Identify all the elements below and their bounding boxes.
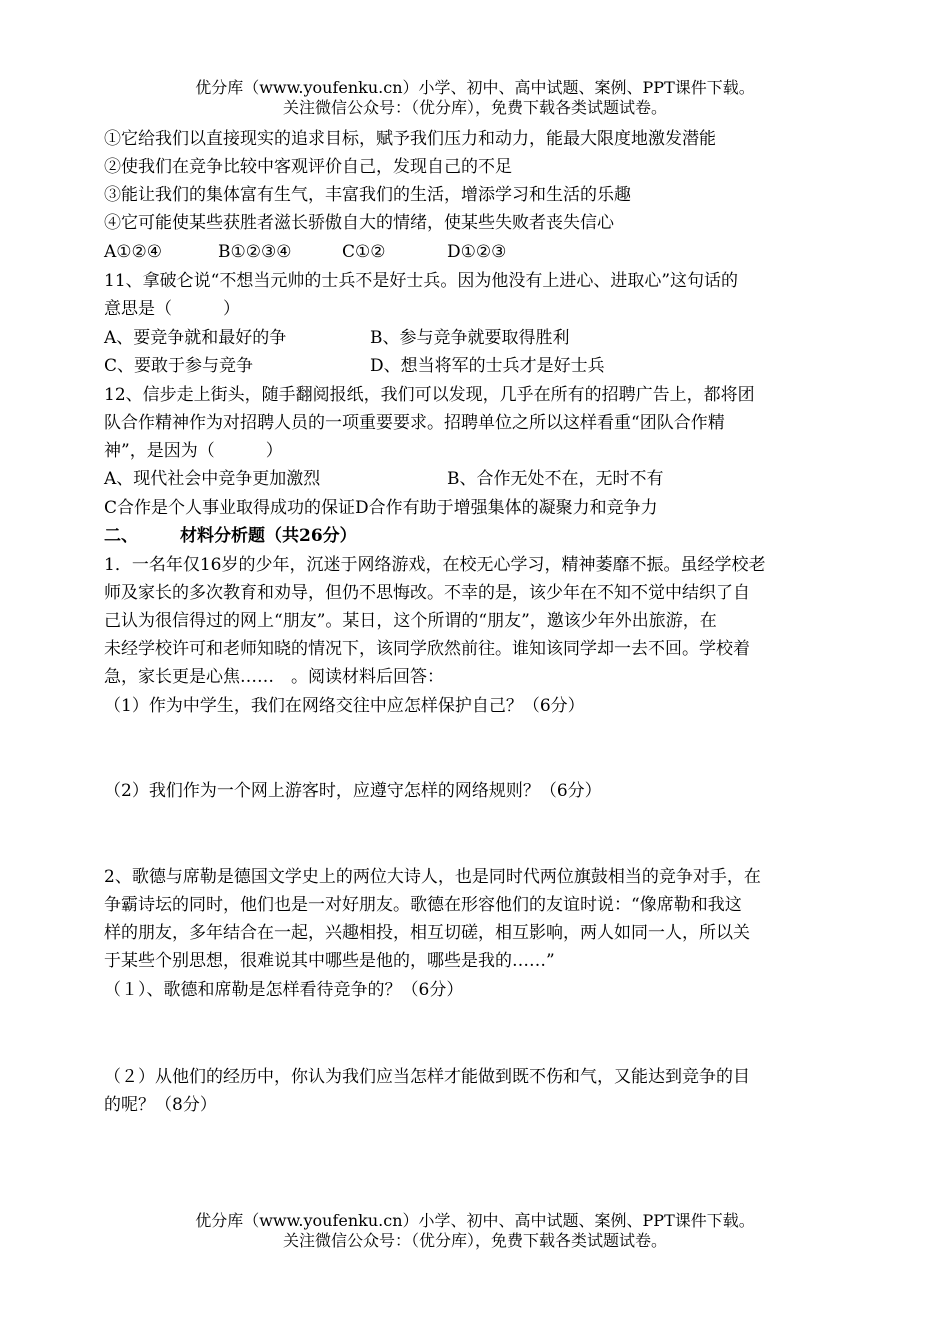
q12-option-a: A、现代社会中竞争更加激烈 — [104, 469, 321, 489]
material1-question-2: （2）我们作为一个网上游客时，应遵守怎样的网络规则？（6分） — [104, 781, 602, 801]
q12-stem-line-3: 神”，是因为（ ） — [104, 441, 283, 461]
q10-option-b: B①②③④ — [218, 242, 292, 262]
q11-option-a: A、要竞争就和最好的争 — [104, 328, 287, 348]
header-line-2: 关注微信公众号：（优分库），免费下载各类试题试卷。 — [282, 98, 667, 117]
q11-option-b: B、参与竞争就要取得胜利 — [370, 328, 570, 348]
q12-option-b: B、合作无处不在，无时不有 — [447, 469, 664, 489]
q11-stem-line-2: 意思是（ ） — [104, 299, 240, 319]
material2-line-2: 争霸诗坛的同时，他们也是一对好朋友。歌德在形容他们的友谊时说：“像席勒和我这 — [104, 895, 742, 915]
q10-option-c: C①② — [342, 242, 386, 262]
material2-question-2-line-1: （２）从他们的经历中，你认为我们应当怎样才能做到既不伤和气，又能达到竞争的目 — [104, 1067, 750, 1087]
material1-line-3: 己认为很信得过的网上“朋友”。某日，这个所谓的“朋友”，邀该少年外出旅游，在 — [104, 611, 717, 631]
material1-line-2: 师及家长的多次教育和劝导，但仍不思悔改。不幸的是，该少年在不知不觉中结织了自 — [104, 583, 750, 603]
material1-line-5: 急，家长更是心焦…… 。阅读材料后回答： — [104, 667, 444, 687]
section-number: 二、 — [104, 526, 138, 546]
q10-option-a: A①②④ — [104, 242, 162, 262]
q10-statement-4: ④它可能使某些获胜者滋长骄傲自大的情绪，使某些失败者丧失信心 — [104, 213, 614, 233]
material2-line-1: 2、歌德与席勒是德国文学史上的两位大诗人，也是同时代两位旗鼓相当的竞争对手，在 — [104, 867, 761, 887]
q10-statement-1: ①它给我们以直接现实的追求目标，赋予我们压力和动力，能最大限度地激发潜能 — [104, 129, 716, 149]
material2-line-3: 样的朋友，多年结合在一起，兴趣相投，相互切磋，相互影响，两人如同一人，所以关 — [104, 923, 750, 943]
material1-line-1: 1．一名年仅16岁的少年，沉迷于网络游戏，在校无心学习，精神萎靡不振。虽经学校老 — [104, 555, 766, 575]
header-line-1: 优分库（www.youfenku.cn）小学、初中、高中试题、案例、PPT课件下载。 — [195, 78, 755, 97]
material2-line-4: 于某些个别思想，很难说其中哪些是他的，哪些是我的……” — [104, 951, 555, 971]
q10-statement-3: ③能让我们的集体富有生气，丰富我们的生活，增添学习和生活的乐趣 — [104, 185, 631, 205]
q11-option-c: C、要敢于参与竞争 — [104, 356, 254, 376]
q10-statement-2: ②使我们在竞争比较中客观评价自己，发现自己的不足 — [104, 157, 512, 177]
q12-stem-line-1: 12、信步走上街头，随手翻阅报纸，我们可以发现，几乎在所有的招聘广告上，都将团 — [104, 385, 755, 405]
q11-stem-line-1: 11、拿破仑说“不想当元帅的士兵不是好士兵。因为他没有上进心、进取心”这句话的 — [104, 271, 739, 291]
material1-question-1: （1）作为中学生，我们在网络交往中应怎样保护自己？（6分） — [104, 696, 585, 716]
material2-question-1: （１）、歌德和席勒是怎样看待竞争的？（6分） — [104, 980, 464, 1000]
footer-line-1: 优分库（www.youfenku.cn）小学、初中、高中试题、案例、PPT课件下载。 — [195, 1211, 755, 1230]
q10-option-d: D①②③ — [447, 242, 507, 262]
material1-line-4: 未经学校许可和老师知晓的情况下，该同学欣然前往。谁知该同学却一去不回。学校着 — [104, 639, 750, 659]
q12-option-cd: C合作是个人事业取得成功的保证D合作有助于增强集体的凝聚力和竞争力 — [104, 498, 658, 518]
q11-option-d: D、想当将军的士兵才是好士兵 — [370, 356, 605, 376]
footer-line-2: 关注微信公众号：（优分库），免费下载各类试题试卷。 — [282, 1231, 667, 1250]
material2-question-2-line-2: 的呢？（8分） — [104, 1095, 217, 1115]
section-title: 材料分析题（共26分） — [180, 526, 357, 546]
q12-stem-line-2: 队合作精神作为对招聘人员的一项重要要求。招聘单位之所以这样看重“团队合作精 — [104, 413, 725, 433]
